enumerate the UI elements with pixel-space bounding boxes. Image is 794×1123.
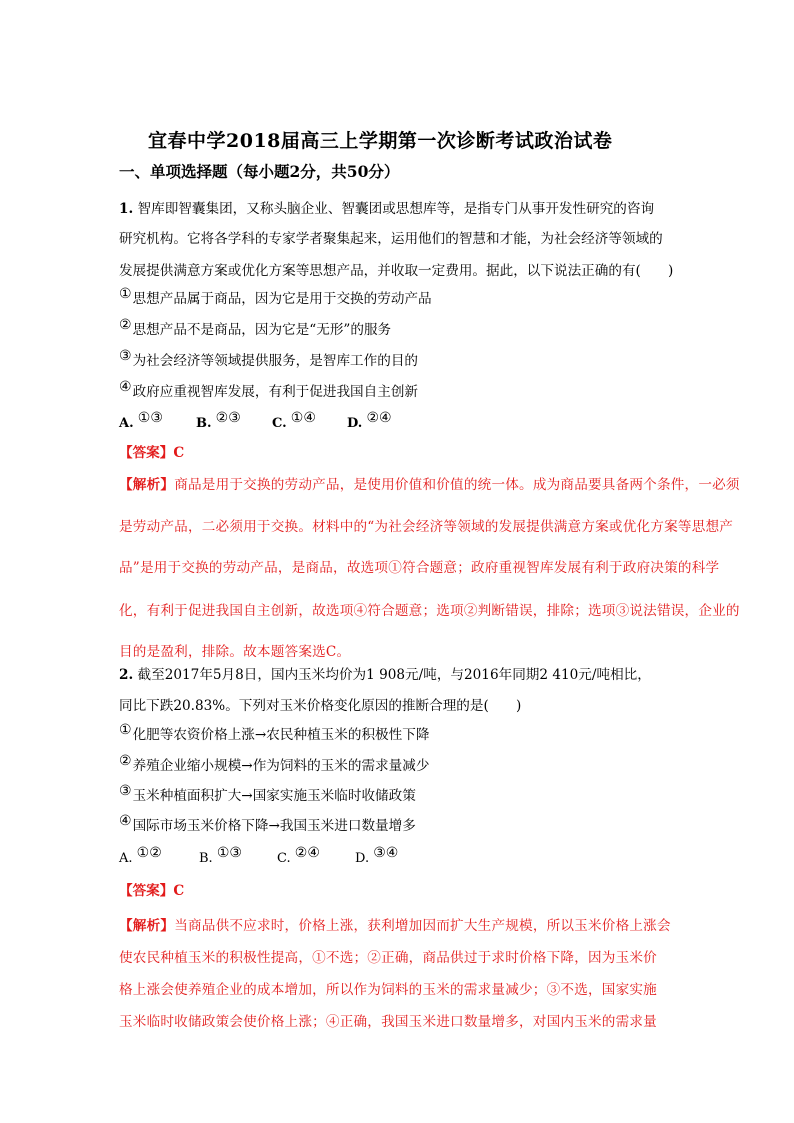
q1-statement-2-mark: ② (119, 317, 132, 333)
q1-option-d[interactable] (347, 410, 393, 431)
q2-stem-2: 同比下跌20.83%。下列对玉米价格变化原因的推断合理的是( ) (119, 698, 522, 714)
exam-title: 宜春中学2018届高三上学期第一次诊断考试政治试卷 (148, 130, 613, 152)
q2-number: 2. (119, 667, 134, 683)
q1-option-a-value: ①③ (137, 410, 163, 426)
q1-analysis-3: 品”是用于交换的劳动产品，是商品，故选项①符合题意；政府重视智库发展有利于政府决策的科学 (119, 560, 720, 576)
q1-option-a-letter: A. (119, 416, 134, 431)
q2-analysis-label: 【解析】 (119, 918, 175, 934)
q2-analysis-text-1: 当商品供不应求时，价格上涨，获利增加因而扩大生产规模，所以玉米价格上涨会 (174, 918, 671, 934)
q1-number: 1. (119, 201, 134, 217)
q2-line-1 (119, 666, 651, 684)
q2-statement-1-mark: ① (119, 722, 132, 738)
q1-stem-3: 发展提供满意方案或优化方案等思想产品，并收取一定费用。据此，以下说法正确的有( ) (119, 263, 674, 279)
q2-statement-2 (119, 753, 429, 774)
q2-analysis-1 (119, 914, 671, 934)
q1-statement-4 (119, 379, 418, 400)
q2-answer (119, 882, 184, 900)
q1-analysis-1 (119, 473, 740, 493)
q1-statement-3 (119, 348, 418, 369)
q1-answer-label: 【答案】 (119, 445, 174, 461)
q2-option-b[interactable] (199, 845, 243, 866)
q1-statement-2-text: 思想产品不是商品，因为它是“无形”的服务 (132, 322, 392, 338)
q2-option-a[interactable] (119, 845, 163, 866)
q1-option-d-value: ②④ (366, 410, 392, 426)
q1-statement-2 (119, 317, 391, 338)
q1-statement-3-mark: ③ (119, 348, 132, 364)
q1-option-d-letter: D. (347, 416, 363, 431)
q2-option-a-value: ①② (136, 845, 162, 861)
q1-option-b-letter: B. (196, 416, 212, 431)
q2-statement-4 (119, 813, 416, 834)
q1-answer (119, 444, 184, 462)
q1-analysis-text-1: 商品是用于交换的劳动产品，是使用价值和价值的统一体。成为商品要具备两个条件，一必须 (174, 477, 740, 493)
q1-option-a[interactable] (119, 410, 164, 431)
q1-analysis-label: 【解析】 (119, 477, 175, 493)
q1-option-c[interactable] (272, 410, 317, 431)
q1-statement-1-text: 思想产品属于商品，因为它是用于交换的劳动产品 (132, 291, 432, 307)
q1-statement-3-text: 为社会经济等领域提供服务，是智库工作的目的 (132, 353, 419, 369)
q1-option-b-value: ②③ (215, 410, 241, 426)
q1-statement-1 (119, 286, 432, 307)
q2-option-d[interactable] (355, 845, 399, 866)
q2-analysis-4: 玉米临时收储政策会使价格上涨；④正确，我国玉米进口数量增多，对国内玉米的需求量 (119, 1014, 657, 1030)
q2-option-a-letter: A. (119, 851, 133, 866)
q1-analysis-5: 目的是盈利，排除。故本题答案选C。 (119, 644, 351, 660)
q1-statement-4-mark: ④ (119, 379, 132, 395)
q1-statement-4-text: 政府应重视智库发展，有利于促进我国自主创新 (132, 384, 419, 400)
q1-option-c-value: ①④ (290, 410, 316, 426)
q2-analysis-2: 使农民种植玉米的积极性提高，①不选；②正确，商品供过于求时价格下降，因为玉米价 (119, 950, 657, 966)
q1-stem-1: 智库即智囊集团，又称头脑企业、智囊团或思想库等，是指专门从事开发性研究的咨询 (137, 201, 655, 217)
q2-statement-1 (119, 722, 429, 743)
q1-analysis-4: 化，有利于促进我国自主创新，故选项④符合题意；选项②判断错误，排除；选项③说法错误，企业的 (119, 603, 740, 619)
q1-statement-1-mark: ① (119, 286, 132, 302)
q1-answer-letter: C (173, 445, 185, 461)
q2-statement-1-text: 化肥等农资价格上涨→农民种植玉米的积极性下降 (132, 727, 430, 743)
q2-option-b-letter: B. (199, 851, 213, 866)
q1-option-c-letter: C. (272, 416, 287, 431)
q2-statement-2-mark: ② (119, 753, 132, 769)
q2-option-b-value: ①③ (216, 845, 242, 861)
q2-statement-4-mark: ④ (119, 813, 132, 829)
q2-option-d-value: ③④ (373, 845, 399, 861)
q1-line-1 (119, 200, 654, 218)
q2-option-c-letter: C. (277, 851, 291, 866)
q2-answer-letter: C (173, 883, 185, 899)
q2-statement-2-text: 养殖企业缩小规模→作为饲料的玉米的需求量减少 (132, 758, 430, 774)
q2-statement-4-text: 国际市场玉米价格下降→我国玉米进口数量增多 (132, 818, 416, 834)
q1-stem-2: 研究机构。它将各学科的专家学者聚集起来，运用他们的智慧和才能，为社会经济等领域的 (119, 231, 663, 247)
q2-option-c-value: ②④ (294, 845, 320, 861)
q2-statement-3 (119, 783, 416, 804)
q2-statement-3-text: 玉米种植面积扩大→国家实施玉米临时收储政策 (132, 788, 416, 804)
q1-analysis-2: 是劳动产品，二必须用于交换。材料中的“为社会经济等领域的发展提供满意方案或优化方案等思想产 (119, 519, 734, 535)
q2-option-c[interactable] (277, 845, 321, 866)
q1-option-b[interactable] (196, 410, 242, 431)
q2-answer-label: 【答案】 (119, 883, 174, 899)
q2-analysis-3: 格上涨会使养殖企业的成本增加，所以作为饲料的玉米的需求量减少；③不选，国家实施 (119, 982, 657, 998)
section-heading: 一、单项选择题（每小题2分，共50分） (119, 162, 400, 181)
q2-option-d-letter: D. (355, 851, 370, 866)
q2-stem-1: 截至2017年5月8日，国内玉米均价为1 908元/吨，与2016年同期2 410元/吨相比， (137, 667, 651, 683)
q2-statement-3-mark: ③ (119, 783, 132, 799)
